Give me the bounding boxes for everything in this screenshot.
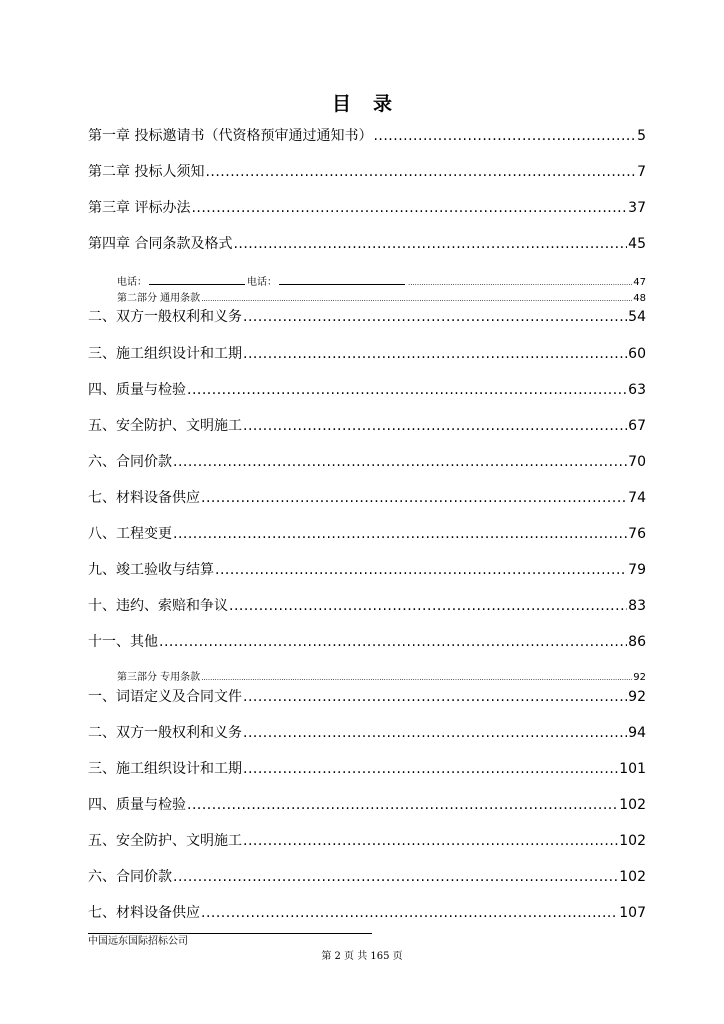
toc-entry-page: 70 (628, 454, 646, 470)
dot-leader (215, 561, 627, 579)
blank-line (279, 275, 405, 285)
dot-leader (229, 597, 627, 615)
toc-entry-label: 六、合同价款 (88, 454, 172, 470)
dot-leader (201, 672, 632, 684)
toc-entry-phone[interactable] (117, 275, 646, 289)
toc-entry-page: 47 (633, 277, 646, 288)
toc-entry-page: 67 (628, 418, 646, 434)
page-title: 目录 (331, 93, 414, 115)
dot-leader (243, 760, 618, 778)
dot-leader (205, 163, 636, 181)
toc-entry-page: 83 (628, 598, 646, 614)
dot-leader (187, 381, 627, 399)
toc-entry-label: 第二部分 通用条款 (117, 293, 201, 304)
toc-entry-page: 7 (637, 164, 646, 180)
toc-entry[interactable] (88, 796, 646, 814)
toc-entry[interactable] (88, 127, 646, 145)
toc-entry-label: 六、合同价款 (88, 869, 172, 885)
toc-entry[interactable] (88, 489, 646, 507)
toc-entry[interactable] (88, 868, 646, 886)
toc-entry-page: 94 (628, 725, 646, 741)
toc-entry-page: 92 (628, 689, 646, 705)
toc-entry[interactable] (88, 832, 646, 850)
dot-leader (201, 489, 627, 507)
dot-leader (201, 293, 632, 305)
toc-entry[interactable] (88, 453, 646, 471)
toc-entry[interactable] (88, 163, 646, 181)
dot-leader (408, 277, 632, 289)
toc-entry-label: 三、施工组织设计和工期 (88, 761, 242, 777)
toc-entry-label: 第四章 合同条款及格式 (88, 236, 233, 252)
dot-leader (173, 453, 627, 471)
toc-entry[interactable] (88, 633, 646, 651)
toc-entry-label: 五、安全防护、文明施工 (88, 833, 242, 849)
toc-entry[interactable] (117, 672, 646, 684)
toc-entry-label: 第三部分 专用条款 (117, 672, 201, 683)
toc-entry-page: 76 (628, 526, 646, 542)
dot-leader (233, 235, 627, 253)
toc-entry-label: 七、材料设备供应 (88, 905, 200, 921)
footer-divider (88, 933, 372, 934)
phone-label: 电话： (247, 277, 277, 288)
toc-entry[interactable] (88, 561, 646, 579)
dot-leader (243, 688, 627, 706)
toc-entry[interactable] (88, 904, 646, 922)
toc-entry[interactable] (88, 688, 646, 706)
toc-entry-label: 第一章 投标邀请书（代资格预审通过通知书） (88, 128, 373, 144)
dot-leader (201, 904, 618, 922)
toc-entry[interactable] (88, 760, 646, 778)
toc-entry[interactable] (88, 525, 646, 543)
toc-entry-page: 48 (633, 293, 646, 304)
dot-leader (173, 525, 627, 543)
toc-entry-page: 45 (628, 236, 646, 252)
toc-entry-label: 第三章 评标办法 (88, 200, 191, 216)
toc-entry-page: 79 (628, 562, 646, 578)
dot-leader (243, 724, 627, 742)
toc-entry-label: 八、工程变更 (88, 526, 172, 542)
dot-leader (187, 796, 618, 814)
toc-entry-page: 54 (628, 309, 646, 325)
toc-entry-page: 86 (628, 634, 646, 650)
toc-entry[interactable] (88, 235, 646, 253)
toc-entry-label: 五、安全防护、文明施工 (88, 418, 242, 434)
toc-entry[interactable] (88, 308, 646, 326)
footer-page-indicator: 第 2 页 共 165 页 (321, 951, 403, 962)
toc-entry[interactable] (88, 417, 646, 435)
toc-entry-page: 37 (628, 200, 646, 216)
toc-entry-label (117, 275, 407, 289)
toc-entry-label: 一、词语定义及合同文件 (88, 689, 242, 705)
toc-entry-page: 5 (637, 128, 646, 144)
dot-leader (373, 127, 636, 145)
toc-entry-label: 四、质量与检验 (88, 382, 186, 398)
toc-entry[interactable] (88, 199, 646, 217)
toc-entry-label: 七、材料设备供应 (88, 490, 200, 506)
dot-leader (159, 633, 627, 651)
dot-leader (243, 308, 627, 326)
dot-leader (191, 199, 627, 217)
dot-leader (243, 345, 627, 363)
toc-entry[interactable] (88, 381, 646, 399)
toc-entry[interactable] (88, 345, 646, 363)
toc-entry-label: 十、违约、索赔和争议 (88, 598, 228, 614)
toc-entry[interactable] (88, 597, 646, 615)
toc-entry-page: 74 (628, 490, 646, 506)
toc-entry-page: 102 (619, 833, 646, 849)
toc-entry-label: 十一、其他 (88, 634, 158, 650)
dot-leader (243, 832, 618, 850)
toc-entry-page: 60 (628, 346, 646, 362)
toc-entry-label: 第二章 投标人须知 (88, 164, 205, 180)
toc-entry-page: 102 (619, 797, 646, 813)
toc-entry[interactable] (117, 293, 646, 305)
toc-entry-page: 63 (628, 382, 646, 398)
toc-entry-label: 九、竣工验收与结算 (88, 562, 214, 578)
toc-entry-page: 101 (619, 761, 646, 777)
footer-company: 中国远东国际招标公司 (88, 936, 188, 947)
phone-label: 电话： (117, 277, 147, 288)
dot-leader (173, 868, 618, 886)
toc-entry-label: 二、双方一般权利和义务 (88, 725, 242, 741)
toc-entry[interactable] (88, 724, 646, 742)
toc-entry-label: 四、质量与检验 (88, 797, 186, 813)
toc-entry-page: 92 (633, 672, 646, 683)
toc-entry-label: 三、施工组织设计和工期 (88, 346, 242, 362)
toc-entry-page: 102 (619, 869, 646, 885)
toc-entry-label: 二、双方一般权利和义务 (88, 309, 242, 325)
blank-line (149, 275, 245, 285)
toc-entry-page: 107 (619, 905, 646, 921)
dot-leader (243, 417, 627, 435)
